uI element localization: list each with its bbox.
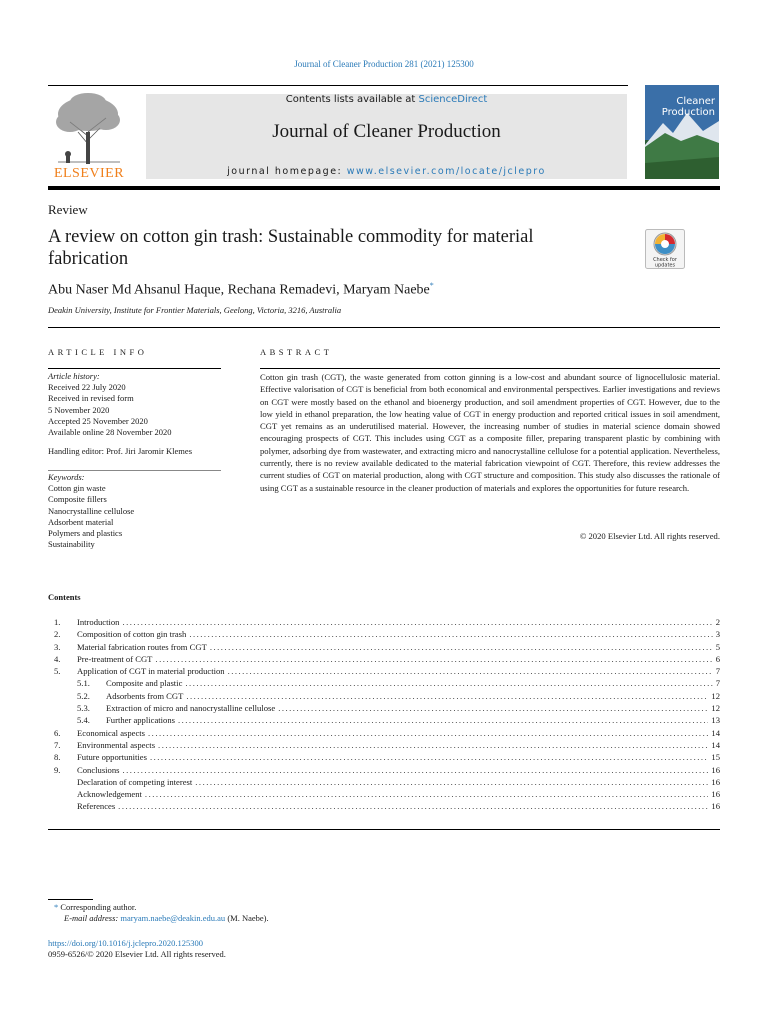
author-list [48, 281, 434, 299]
check-for-updates-button[interactable] [645, 229, 685, 269]
toc-leader-dots [178, 715, 708, 725]
toc-page-number: 16 [711, 789, 720, 800]
toc-title: Extraction of micro and nanocrystalline cellulose [106, 703, 276, 714]
journal-title: Journal of Cleaner Production [272, 121, 501, 142]
toc-leader-dots [155, 654, 712, 664]
history-item: Received 22 July 2020 [48, 382, 126, 393]
article-title: A review on cotton gin trash: Sustainable commodity for material fabrication [48, 227, 534, 269]
author-affiliation: Deakin University, Institute for Frontier Materials, Geelong, Victoria, 3216, Australia [48, 305, 342, 315]
toc-leader-dots [118, 801, 708, 811]
header-thick-divider [48, 186, 720, 190]
toc-entry[interactable] [48, 617, 720, 629]
toc-page-number: 16 [711, 776, 720, 787]
toc-title: Environmental aspects [77, 739, 156, 750]
toc-page-number: 7 [715, 666, 720, 677]
history-label: Article history: [48, 371, 100, 381]
contents-prefix: Contents lists available at [285, 94, 419, 105]
author-names: Abu Naser Md Ahsanul Haque, Rechana Remadevi, Maryam Naebe [48, 282, 430, 298]
toc-title: Acknowledgement [77, 789, 142, 800]
toc-number: 5.3. [77, 703, 90, 714]
toc-entry[interactable] [48, 666, 720, 678]
email-footnote [64, 913, 269, 923]
toc-page-number: 14 [711, 739, 720, 750]
check-updates-line2: updates [654, 262, 676, 269]
toc-entry[interactable] [48, 789, 720, 801]
toc-number: 2. [54, 629, 61, 640]
toc-page-number: 5 [715, 641, 720, 652]
toc-number: 6. [54, 727, 61, 738]
cover-title-line2: Production [661, 107, 715, 118]
toc-entry[interactable] [48, 777, 720, 789]
contents-available-line [146, 94, 627, 105]
toc-leader-dots [195, 777, 708, 787]
toc-entry[interactable] [48, 728, 720, 740]
elsevier-wordmark: ELSEVIER [53, 166, 125, 181]
header-divider [48, 85, 628, 86]
doi-link[interactable]: https://doi.org/10.1016/j.jclepro.2020.125300 [48, 938, 203, 948]
toc-number: 5.4. [77, 715, 90, 726]
toc-leader-dots [210, 642, 713, 652]
check-updates-line1: Check for [653, 257, 677, 263]
toc-number: 5.2. [77, 690, 90, 701]
toc-page-number: 13 [711, 715, 720, 726]
article-info-heading: ARTICLE INFO [48, 347, 148, 357]
history-item: 5 November 2020 [48, 404, 110, 415]
affiliation-divider [48, 327, 720, 328]
article-history [48, 371, 221, 438]
toc-number: 3. [54, 641, 61, 652]
email-link[interactable]: maryam.naebe@deakin.edu.au [120, 913, 226, 923]
toc-page-number: 3 [715, 629, 720, 640]
keyword-item: Polymers and plastics [48, 528, 123, 539]
toc-title: Composition of cotton gin trash [77, 629, 187, 640]
keyword-item: Adsorbent material [48, 516, 114, 527]
history-item: Received in revised form [48, 393, 134, 404]
issn-copyright: 0959-6526/© 2020 Elsevier Ltd. All rights reserved. [48, 949, 226, 959]
abstract-copyright: © 2020 Elsevier Ltd. All rights reserved. [579, 531, 720, 541]
abstract-divider [260, 368, 720, 369]
keywords-list [48, 472, 221, 550]
toc-title: Pre-treatment of CGT [77, 653, 153, 664]
toc-page-number: 16 [711, 764, 720, 775]
keywords-divider [48, 470, 221, 471]
toc-leader-dots [189, 629, 712, 639]
toc-title: References [77, 801, 116, 812]
toc-title: Economical aspects [77, 727, 146, 738]
history-item: Accepted 25 November 2020 [48, 415, 148, 426]
toc-number: 7. [54, 739, 61, 750]
footnote-mark: * [54, 902, 59, 912]
toc-page-number: 12 [711, 703, 720, 714]
toc-title: Further applications [106, 715, 175, 726]
toc-page-number: 15 [711, 752, 720, 763]
article-info-divider [48, 368, 221, 369]
toc-title: Material fabrication routes from CGT [77, 641, 207, 652]
toc-number: 5.1. [77, 678, 90, 689]
toc-leader-dots [148, 728, 708, 738]
corresponding-author-mark[interactable]: * [429, 281, 434, 290]
toc-page-number: 7 [715, 678, 720, 689]
toc-leader-dots [278, 703, 708, 713]
toc-number: 5. [54, 666, 61, 677]
toc-entry[interactable] [48, 654, 720, 666]
journal-citation-link[interactable]: Journal of Cleaner Production 281 (2021) 125300 [294, 59, 474, 69]
toc-title: Declaration of competing interest [77, 776, 193, 787]
footnote-text: Corresponding author. [60, 902, 137, 912]
toc-entry[interactable] [48, 801, 720, 813]
toc-leader-dots [122, 617, 712, 627]
article-type: Review [48, 202, 88, 217]
footnote-divider [48, 899, 93, 900]
table-of-contents [48, 617, 720, 814]
toc-page-number: 2 [715, 617, 720, 627]
toc-leader-dots [123, 765, 709, 775]
toc-leader-dots [158, 740, 708, 750]
email-suffix: (M. Naebe). [227, 913, 269, 923]
journal-cover-image [645, 85, 719, 179]
toc-leader-dots [145, 789, 708, 799]
toc-number: 1. [54, 617, 61, 627]
toc-leader-dots [150, 752, 708, 762]
toc-title: Application of CGT in material production [77, 666, 225, 677]
contents-divider [48, 829, 720, 830]
toc-number: 4. [54, 653, 61, 664]
journal-homepage-link[interactable]: www.elsevier.com/locate/jclepro [346, 166, 546, 177]
abstract-text: Cotton gin trash (CGT), the waste generated from cotton ginning is a low-cost and abundant source of lignocellulosic material. Effective valorisation of CGT is beneficial from both economical and environmental perspectives. Earlier investigations and reviews on CGT were mostly based on the ethanol and bioenergy production, and soil amendment properties of CGT. However, due to the low yield in ethanol preparation, the low heating value of CGT in energy production and reported critical issues in soil amendment, CGT yet remains as an underutilised material. However, the increasing number of studies in material science domain showed encouraging prospects of CGT. This includes using CGT as a composite filler, preparing transparent plastic by combining with polymer, adsorbing dye from wastewater, and extracting micro and nanocrystalline cellulose for a potential application. Nevertheless, currently, there is no review available dedicated to the material fabrication viewpoint of CGT. Therefore, this review addresses the current studies of CGT on material production, along with CGT structure and composition. This study also discusses the rationale of using CGT as a sustainable resource in the cleaner production of materials and explores the opportunities for future research. [260, 372, 720, 493]
corresponding-author-footnote [54, 902, 136, 912]
toc-leader-dots [228, 666, 713, 676]
journal-homepage-line [146, 166, 627, 177]
toc-title: Future opportunities [77, 752, 147, 763]
toc-entry[interactable] [48, 740, 720, 752]
keyword-item: Sustainability [48, 539, 95, 550]
toc-entry[interactable] [48, 642, 720, 654]
check-updates-icon [645, 229, 685, 269]
contents-heading: Contents [48, 592, 81, 602]
toc-number: 9. [54, 764, 61, 775]
toc-page-number: 12 [711, 690, 720, 701]
cover-title-line1: Cleaner [676, 96, 715, 107]
toc-entry[interactable] [48, 765, 720, 777]
keyword-item: Cotton gin waste [48, 483, 106, 494]
toc-page-number: 16 [711, 801, 720, 812]
keywords-label: Keywords: [48, 472, 85, 482]
toc-entry[interactable] [48, 715, 720, 727]
toc-entry[interactable] [48, 703, 720, 715]
toc-leader-dots [186, 691, 708, 701]
toc-entry[interactable] [48, 752, 720, 764]
toc-leader-dots [185, 678, 712, 688]
email-label: E-mail address: [64, 913, 119, 923]
handling-editor: Handling editor: Prof. Jiri Jaromir Klemes [48, 446, 193, 456]
toc-number: 8. [54, 752, 61, 763]
toc-title: Conclusions [77, 764, 120, 775]
toc-page-number: 6 [715, 653, 720, 664]
history-item: Available online 28 November 2020 [48, 427, 172, 438]
toc-entry[interactable] [48, 678, 720, 690]
toc-title: Introduction [77, 617, 120, 627]
toc-entry[interactable] [48, 691, 720, 703]
keyword-item: Composite fillers [48, 494, 107, 505]
homepage-prefix: journal homepage: [227, 166, 347, 177]
toc-entry[interactable] [48, 629, 720, 641]
tree-icon [48, 92, 130, 166]
toc-page-number: 14 [711, 727, 720, 738]
abstract-heading: ABSTRACT [260, 347, 333, 357]
keyword-item: Nanocrystalline cellulose [48, 505, 135, 516]
toc-title: Adsorbents from CGT [106, 690, 184, 701]
mountain-cover-icon [645, 85, 719, 179]
toc-title: Composite and plastic [106, 678, 183, 689]
sciencedirect-link[interactable]: ScienceDirect [418, 94, 488, 105]
